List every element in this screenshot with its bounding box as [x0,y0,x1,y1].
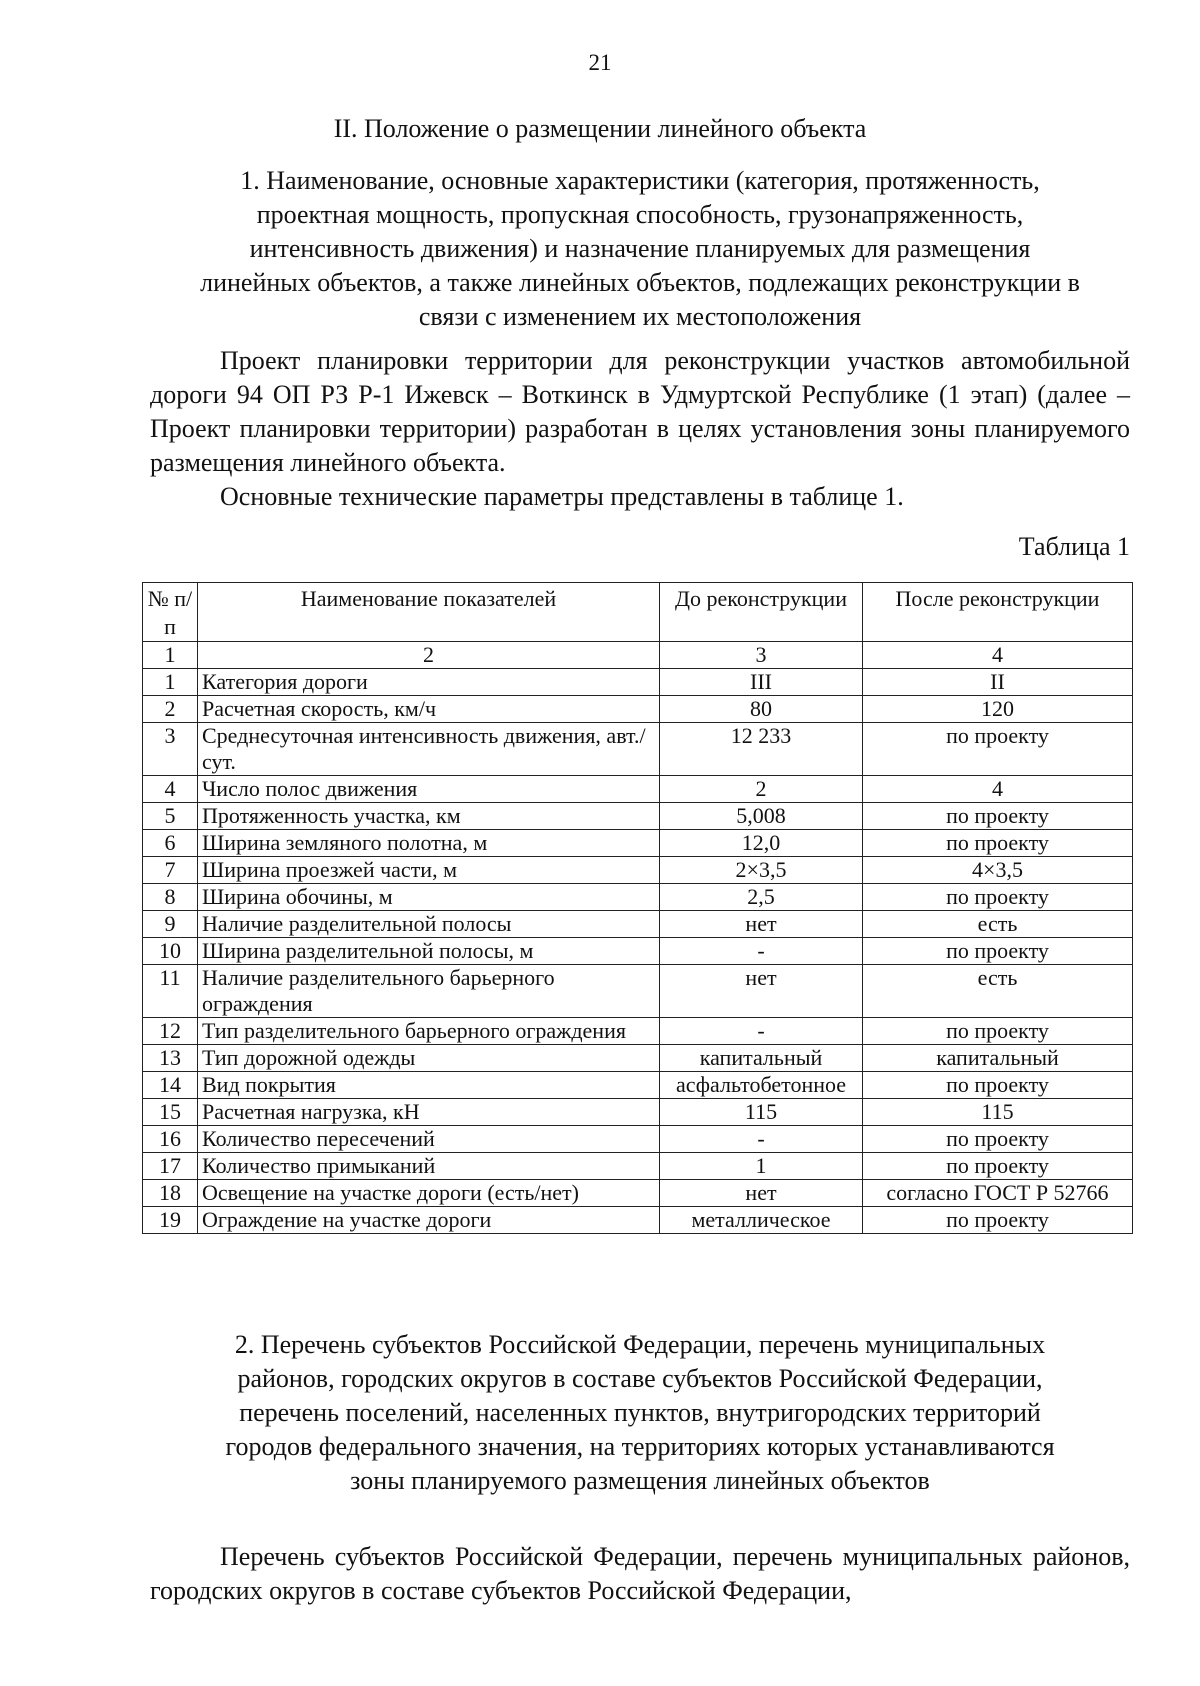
row-value-after: согласно ГОСТ Р 52766 [863,1180,1133,1207]
header-before: До реконструкции [660,583,863,642]
row-value-after: есть [863,965,1133,1018]
row-parameter-name: Расчетная скорость, км/ч [198,696,660,723]
row-value-before: - [660,1018,863,1045]
row-parameter-name: Количество пересечений [198,1126,660,1153]
section-title: II. Положение о размещении линейного объекта [333,114,867,143]
row-parameter-name: Среднесуточная интенсивность движения, авт./сут. [198,723,660,776]
row-value-after: по проекту [863,884,1133,911]
row-number: 5 [143,803,198,830]
table-body [143,642,1133,1234]
row-number: 1 [143,669,198,696]
row-parameter-name: Ширина земляного полотна, м [198,830,660,857]
row-number: 14 [143,1072,198,1099]
row-value-after: II [863,669,1133,696]
row-value-before: 2×3,5 [660,857,863,884]
row-value-before: 1 [660,1153,863,1180]
row-value-after: по проекту [863,1153,1133,1180]
row-value-before: нет [660,911,863,938]
row-number: 12 [143,1018,198,1045]
table-row [143,803,1133,830]
row-value-after: по проекту [863,938,1133,965]
row-value-before: асфальтобетонное [660,1072,863,1099]
row-value-before: нет [660,965,863,1018]
row-number: 13 [143,1045,198,1072]
row-parameter-name: Тип разделительного барьерного ограждения [198,1018,660,1045]
row-parameter-name: Ограждение на участке дороги [198,1207,660,1234]
row-value-before: 2 [660,776,863,803]
row-number: 8 [143,884,198,911]
row-value-after: есть [863,911,1133,938]
table-row [143,1018,1133,1045]
row-number: 9 [143,911,198,938]
paragraph-project-description: Проект планировки территории для реконструкции участков автомобильной дороги 94 ОП РЗ Р-1 Ижевск – Воткинск в Удмуртской Республике (1 этап) (далее – Проект планировки территории) разработан в целях установления зоны планируемого размещения линейного объекта. [150,346,1130,477]
row-value-before: 12,0 [660,830,863,857]
table-caption: Таблица 1 [1018,532,1130,561]
row-parameter-name: Наличие разделительного барьерного ограждения [198,965,660,1018]
table-row [143,1180,1133,1207]
row-parameter-name: Ширина обочины, м [198,884,660,911]
row-number: 7 [143,857,198,884]
row-parameter-name: Вид покрытия [198,1072,660,1099]
row-value-after: по проекту [863,1018,1133,1045]
paragraph-subjects-list: Перечень субъектов Российской Федерации, перечень муниципальных районов, городских округов в составе субъектов Российской Федерации, [150,1542,1130,1605]
table-row [143,938,1133,965]
row-value-before: металлическое [660,1207,863,1234]
row-number: 17 [143,1153,198,1180]
table-row [143,884,1133,911]
table-header-row [143,583,1133,642]
table-row [143,857,1133,884]
row-parameter-name: Категория дороги [198,669,660,696]
column-number: 2 [198,642,660,669]
table-row [143,830,1133,857]
row-parameter-name: Ширина разделительной полосы, м [198,938,660,965]
row-value-before: - [660,1126,863,1153]
row-value-before: 2,5 [660,884,863,911]
table-row [143,776,1133,803]
column-number: 4 [863,642,1133,669]
table-row [143,911,1133,938]
row-value-after: 4 [863,776,1133,803]
row-parameter-name: Расчетная нагрузка, кН [198,1099,660,1126]
table-row [143,1045,1133,1072]
column-number: 3 [660,642,863,669]
row-value-after: 4×3,5 [863,857,1133,884]
header-name: Наименование показателей [198,583,660,642]
row-value-before: 115 [660,1099,863,1126]
row-number: 10 [143,938,198,965]
row-parameter-name: Число полос движения [198,776,660,803]
row-parameter-name: Протяженность участка, км [198,803,660,830]
technical-parameters-table [142,582,1133,1234]
row-value-before: III [660,669,863,696]
table-row [143,723,1133,776]
row-value-after: по проекту [863,1072,1133,1099]
row-number: 18 [143,1180,198,1207]
row-value-before: нет [660,1180,863,1207]
row-value-after: по проекту [863,1126,1133,1153]
row-number: 3 [143,723,198,776]
row-value-after: 115 [863,1099,1133,1126]
row-value-before: 12 233 [660,723,863,776]
column-number-row [143,642,1133,669]
table-row [143,1207,1133,1234]
row-value-before: 5,008 [660,803,863,830]
row-value-before: - [660,938,863,965]
row-value-after: по проекту [863,803,1133,830]
row-value-after: по проекту [863,830,1133,857]
row-value-after: по проекту [863,1207,1133,1234]
row-number: 11 [143,965,198,1018]
table-row [143,1072,1133,1099]
row-parameter-name: Освещение на участке дороги (есть/нет) [198,1180,660,1207]
table-row [143,1126,1133,1153]
row-parameter-name: Наличие разделительной полосы [198,911,660,938]
row-value-after: капитальный [863,1045,1133,1072]
row-number: 15 [143,1099,198,1126]
table-row [143,1099,1133,1126]
row-number: 19 [143,1207,198,1234]
row-value-before: 80 [660,696,863,723]
table-row [143,1153,1133,1180]
row-parameter-name: Тип дорожной одежды [198,1045,660,1072]
header-after: После реконструкции [863,583,1133,642]
row-parameter-name: Количество примыканий [198,1153,660,1180]
row-number: 16 [143,1126,198,1153]
row-value-before: капитальный [660,1045,863,1072]
paragraph-table-reference: Основные технические параметры представлены в таблице 1. [220,482,904,511]
page-number: 21 [588,50,612,75]
row-number: 2 [143,696,198,723]
table-row [143,669,1133,696]
subsection-heading-2: 2. Перечень субъектов Российской Федерации, перечень муниципальных районов, городских округов в составе субъектов Российской Федерации, перечень поселений, населенных пунктов, внутригородских территорий городов федерального значения, на территориях которых устанавливаются зоны планируемого размещения линейных объектов [225,1330,1055,1495]
subsection-heading-1: 1. Наименование, основные характеристики (категория, протяженность, проектная мощность, пропускная способность, грузонапряженность, интенсивность движения) и назначение планируемых для размещения линейных объектов, а также линейных объектов, подлежащих реконструкции в связи с изменением их местоположения [200,166,1080,331]
column-number: 1 [143,642,198,669]
row-number: 4 [143,776,198,803]
header-number: № п/п [143,583,198,642]
table-row [143,965,1133,1018]
table-row [143,696,1133,723]
row-value-after: 120 [863,696,1133,723]
row-number: 6 [143,830,198,857]
row-parameter-name: Ширина проезжей части, м [198,857,660,884]
row-value-after: по проекту [863,723,1133,776]
